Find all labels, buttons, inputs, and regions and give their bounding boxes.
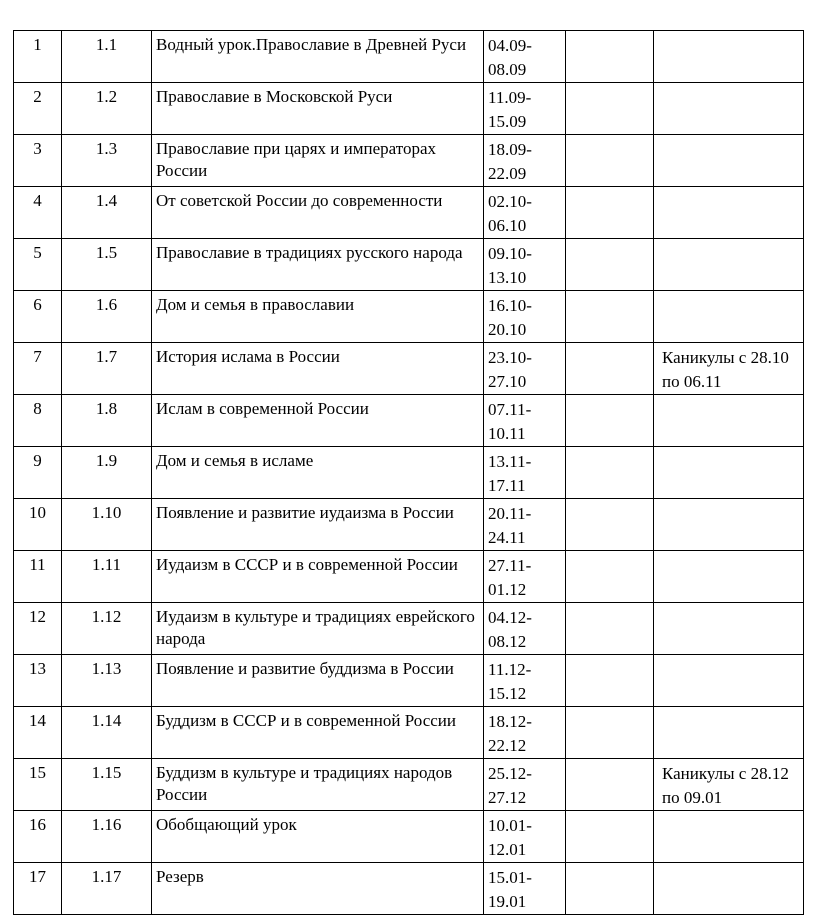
note-cell bbox=[654, 135, 804, 187]
note-cell bbox=[654, 395, 804, 447]
date-end: 10.11 bbox=[488, 424, 526, 443]
lesson-number-cell: 7 bbox=[14, 343, 62, 395]
lesson-date-cell bbox=[484, 31, 566, 83]
lesson-number-cell: 2 bbox=[14, 83, 62, 135]
lesson-number-cell: 15 bbox=[14, 759, 62, 811]
schedule-body bbox=[14, 31, 804, 915]
lesson-number-cell: 8 bbox=[14, 395, 62, 447]
actual-date-cell bbox=[566, 135, 654, 187]
lesson-date-cell bbox=[484, 343, 566, 395]
date-start: 09.10- bbox=[488, 244, 532, 263]
lesson-date-cell bbox=[484, 291, 566, 343]
actual-date-cell bbox=[566, 239, 654, 291]
lesson-topic-cell: Резерв bbox=[152, 863, 484, 915]
lesson-topic-cell: Ислам в современной России bbox=[152, 395, 484, 447]
section-number-cell: 1.12 bbox=[62, 603, 152, 655]
lesson-date-cell bbox=[484, 239, 566, 291]
actual-date-cell bbox=[566, 447, 654, 499]
lesson-topic-cell: Православие при царях и императорах России bbox=[152, 135, 484, 187]
actual-date-cell bbox=[566, 499, 654, 551]
section-number-cell: 1.13 bbox=[62, 655, 152, 707]
lesson-date-cell bbox=[484, 863, 566, 915]
date-end: 06.10 bbox=[488, 216, 527, 235]
note-cell bbox=[654, 551, 804, 603]
date-start: 16.10- bbox=[488, 296, 532, 315]
table-row bbox=[14, 863, 804, 915]
date-end: 08.09 bbox=[488, 60, 527, 79]
lesson-topic-cell: Буддизм в СССР и в современной России bbox=[152, 707, 484, 759]
note-cell bbox=[654, 655, 804, 707]
table-row bbox=[14, 343, 804, 395]
actual-date-cell bbox=[566, 655, 654, 707]
table-row bbox=[14, 291, 804, 343]
table-row bbox=[14, 187, 804, 239]
actual-date-cell bbox=[566, 707, 654, 759]
date-start: 20.11- bbox=[488, 504, 532, 523]
actual-date-cell bbox=[566, 759, 654, 811]
table-row bbox=[14, 239, 804, 291]
lesson-number-cell: 3 bbox=[14, 135, 62, 187]
date-end: 01.12 bbox=[488, 580, 527, 599]
lesson-number-cell: 10 bbox=[14, 499, 62, 551]
section-number-cell: 1.1 bbox=[62, 31, 152, 83]
date-start: 10.01- bbox=[488, 816, 532, 835]
date-start: 23.10- bbox=[488, 348, 532, 367]
lesson-topic-cell: Появление и развитие буддизма в России bbox=[152, 655, 484, 707]
lesson-topic-cell: История ислама в России bbox=[152, 343, 484, 395]
section-number-cell: 1.5 bbox=[62, 239, 152, 291]
date-start: 13.11- bbox=[488, 452, 532, 471]
section-number-cell: 1.14 bbox=[62, 707, 152, 759]
section-number-cell: 1.17 bbox=[62, 863, 152, 915]
lesson-date-cell bbox=[484, 135, 566, 187]
date-start: 18.09- bbox=[488, 140, 532, 159]
note-cell bbox=[654, 187, 804, 239]
actual-date-cell bbox=[566, 187, 654, 239]
lesson-number-cell: 4 bbox=[14, 187, 62, 239]
note-cell bbox=[654, 83, 804, 135]
lesson-topic-cell: Иудаизм в культуре и традициях еврейского народа bbox=[152, 603, 484, 655]
lesson-number-cell: 1 bbox=[14, 31, 62, 83]
date-start: 02.10- bbox=[488, 192, 532, 211]
table-row bbox=[14, 759, 804, 811]
actual-date-cell bbox=[566, 291, 654, 343]
note-cell bbox=[654, 811, 804, 863]
lesson-date-cell bbox=[484, 499, 566, 551]
date-end: 15.12 bbox=[488, 684, 527, 703]
date-end: 24.11 bbox=[488, 528, 526, 547]
section-number-cell: 1.6 bbox=[62, 291, 152, 343]
lesson-date-cell bbox=[484, 447, 566, 499]
section-number-cell: 1.15 bbox=[62, 759, 152, 811]
actual-date-cell bbox=[566, 343, 654, 395]
section-number-cell: 1.3 bbox=[62, 135, 152, 187]
table-row bbox=[14, 83, 804, 135]
lesson-topic-cell: Появление и развитие иудаизма в России bbox=[152, 499, 484, 551]
lesson-topic-cell: Иудаизм в СССР и в современной России bbox=[152, 551, 484, 603]
actual-date-cell bbox=[566, 83, 654, 135]
lesson-number-cell: 12 bbox=[14, 603, 62, 655]
lesson-topic-cell: Дом и семья в православии bbox=[152, 291, 484, 343]
date-start: 25.12- bbox=[488, 764, 532, 783]
lesson-number-cell: 16 bbox=[14, 811, 62, 863]
note-cell bbox=[654, 447, 804, 499]
note-cell bbox=[654, 239, 804, 291]
date-start: 18.12- bbox=[488, 712, 532, 731]
date-end: 27.10 bbox=[488, 372, 527, 391]
date-end: 27.12 bbox=[488, 788, 527, 807]
date-start: 11.12- bbox=[488, 660, 532, 679]
date-start: 27.11- bbox=[488, 556, 532, 575]
date-end: 12.01 bbox=[488, 840, 527, 859]
date-start: 07.11- bbox=[488, 400, 532, 419]
lesson-number-cell: 11 bbox=[14, 551, 62, 603]
section-number-cell: 1.4 bbox=[62, 187, 152, 239]
section-number-cell: 1.10 bbox=[62, 499, 152, 551]
actual-date-cell bbox=[566, 603, 654, 655]
lesson-number-cell: 6 bbox=[14, 291, 62, 343]
lesson-date-cell bbox=[484, 551, 566, 603]
lesson-number-cell: 14 bbox=[14, 707, 62, 759]
note-cell: Каникулы с 28.10 по 06.11 bbox=[654, 343, 804, 395]
date-end: 17.11 bbox=[488, 476, 526, 495]
date-end: 20.10 bbox=[488, 320, 527, 339]
table-row bbox=[14, 135, 804, 187]
actual-date-cell bbox=[566, 811, 654, 863]
table-row bbox=[14, 811, 804, 863]
section-number-cell: 1.2 bbox=[62, 83, 152, 135]
actual-date-cell bbox=[566, 551, 654, 603]
lesson-date-cell bbox=[484, 655, 566, 707]
lesson-topic-cell: Буддизм в культуре и традициях народов России bbox=[152, 759, 484, 811]
table-row bbox=[14, 499, 804, 551]
table-row bbox=[14, 603, 804, 655]
section-number-cell: 1.8 bbox=[62, 395, 152, 447]
lesson-topic-cell: Православие в традициях русского народа bbox=[152, 239, 484, 291]
lesson-date-cell bbox=[484, 83, 566, 135]
lesson-number-cell: 17 bbox=[14, 863, 62, 915]
date-start: 11.09- bbox=[488, 88, 532, 107]
date-end: 15.09 bbox=[488, 112, 527, 131]
table-row bbox=[14, 395, 804, 447]
table-row bbox=[14, 447, 804, 499]
lesson-topic-cell: От советской России до современности bbox=[152, 187, 484, 239]
date-end: 22.12 bbox=[488, 736, 527, 755]
actual-date-cell bbox=[566, 395, 654, 447]
lesson-number-cell: 13 bbox=[14, 655, 62, 707]
note-cell bbox=[654, 291, 804, 343]
lesson-number-cell: 5 bbox=[14, 239, 62, 291]
table-row bbox=[14, 707, 804, 759]
date-start: 15.01- bbox=[488, 868, 532, 887]
section-number-cell: 1.7 bbox=[62, 343, 152, 395]
table-row bbox=[14, 655, 804, 707]
lesson-topic-cell: Обобщающий урок bbox=[152, 811, 484, 863]
lesson-date-cell bbox=[484, 395, 566, 447]
lesson-topic-cell: Водный урок.Православие в Древней Руси bbox=[152, 31, 484, 83]
note-cell bbox=[654, 31, 804, 83]
section-number-cell: 1.11 bbox=[62, 551, 152, 603]
date-start: 04.09- bbox=[488, 36, 532, 55]
note-cell: Каникулы с 28.12 по 09.01 bbox=[654, 759, 804, 811]
date-end: 13.10 bbox=[488, 268, 527, 287]
date-end: 22.09 bbox=[488, 164, 527, 183]
section-number-cell: 1.16 bbox=[62, 811, 152, 863]
note-cell bbox=[654, 499, 804, 551]
table-row bbox=[14, 551, 804, 603]
lesson-date-cell bbox=[484, 603, 566, 655]
section-number-cell: 1.9 bbox=[62, 447, 152, 499]
actual-date-cell bbox=[566, 863, 654, 915]
date-end: 19.01 bbox=[488, 892, 527, 911]
lesson-date-cell bbox=[484, 759, 566, 811]
note-cell bbox=[654, 603, 804, 655]
lesson-topic-cell: Дом и семья в исламе bbox=[152, 447, 484, 499]
note-cell bbox=[654, 707, 804, 759]
table-row bbox=[14, 31, 804, 83]
lesson-date-cell bbox=[484, 187, 566, 239]
lesson-date-cell bbox=[484, 707, 566, 759]
note-cell bbox=[654, 863, 804, 915]
lesson-date-cell bbox=[484, 811, 566, 863]
date-start: 04.12- bbox=[488, 608, 532, 627]
lesson-schedule-table bbox=[13, 30, 804, 915]
date-end: 08.12 bbox=[488, 632, 527, 651]
lesson-number-cell: 9 bbox=[14, 447, 62, 499]
lesson-topic-cell: Православие в Московской Руси bbox=[152, 83, 484, 135]
actual-date-cell bbox=[566, 31, 654, 83]
